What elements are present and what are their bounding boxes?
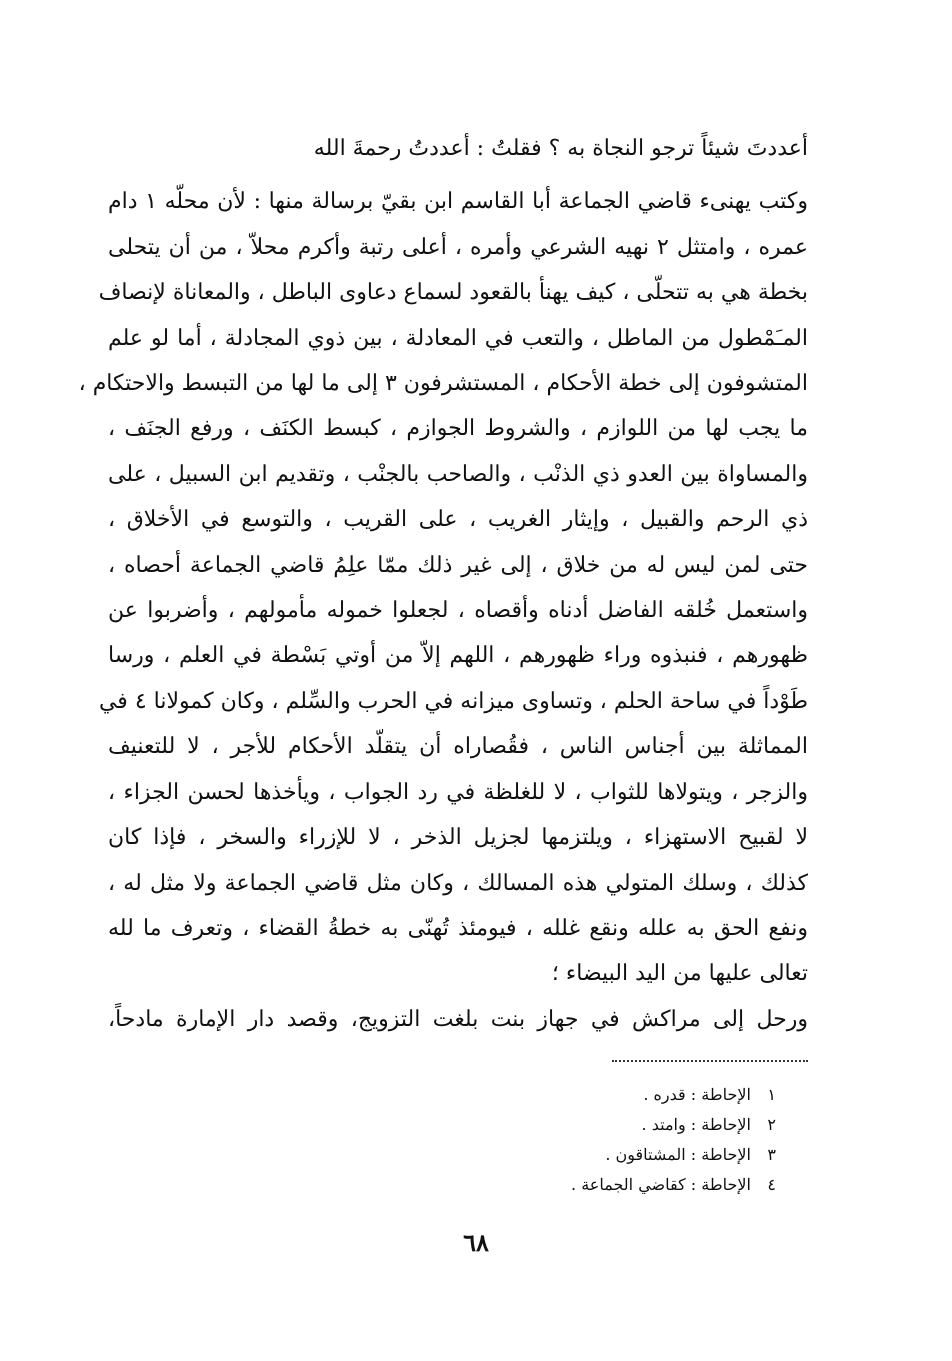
footnote (516, 1140, 776, 1170)
text-line: طَوْداً في ساحة الحلم ، وتساوى ميزانه في الحرب والسِّلم ، وكان كمولانا ٤ في (98, 688, 808, 714)
text-line: وكتب يهنىء قاضي الجماعة أبا القاسم ابن بقيّ برسالة منها : لأن محلّه ١ دام (108, 189, 808, 215)
main-text (78, 126, 808, 1042)
text-line: المماثلة بين أجناس الناس ، فقُصاراه أن يتقلّد الأحكام للأجر ، لا للتعنيف (108, 734, 808, 760)
footnote-text: الإحاطة : قدره . (643, 1085, 751, 1104)
text-line: ظهورهم ، فنبذوه وراء ظهورهم ، اللهم إلاّ من أوتي بَسْطة في العلم ، ورسا (108, 643, 808, 669)
footnote (516, 1080, 776, 1110)
text-line: ونفع الحق به علله ونقع غلله ، فيومئذ تُهنّى به خطةُ القضاء ، وتعرف ما لله (108, 915, 808, 941)
closing-line: ورحل إلى مراكش في جهاز بنت بلغت التزويج، وقصد دار الإمارة مادحاً، (108, 1006, 808, 1032)
text-line: واستعمل خُلقه الفاضل أدناه وأقصاه ، لجعلوا خموله مأمولهم ، وأضربوا عن (108, 598, 808, 624)
footnote-number: ٤ (767, 1175, 776, 1194)
footnote-text: الإحاطة : المشتاقون . (605, 1145, 751, 1164)
text-line: كذلك ، وسلك المتولي هذه المسالك ، وكان مثل قاضي الجماعة ولا مثل له ، (108, 870, 808, 896)
footnote-text: الإحاطة : وامتد . (641, 1115, 751, 1134)
text-line: بخطة هي به تتحلّى ، كيف يهنأ بالقعود لسماع دعاوى الباطل ، والمعاناة لإنصاف (98, 280, 808, 306)
footnote-text: الإحاطة : كقاضي الجماعة . (571, 1175, 751, 1194)
footnote-number: ٣ (767, 1145, 776, 1164)
text-line: المـَمْطول من الماطل ، والتعب في المعادلة ، بين ذوي المجادلة ، أما لو علم (108, 325, 808, 351)
text-line: حتى لمن ليس له من خلاق ، إلى غير ذلك ممّا علِمُ قاضي الجماعة أحصاه ، (108, 552, 808, 578)
footnote-number: ١ (767, 1085, 776, 1104)
text-line: عمره ، وامتثل ٢ نهيه الشرعي وأمره ، أعلى رتبة وأكرم محلاّ ، من أن يتحلى (108, 234, 808, 260)
footnote (516, 1110, 776, 1140)
text-line: تعالى عليها من اليد البيضاء ؛ (551, 961, 808, 987)
footnote-divider (612, 1060, 808, 1062)
text-line: والزجر ، ويتولاها للثواب ، لا للغلظة في رد الجواب ، ويأخذها لحسن الجزاء ، (108, 779, 808, 805)
text-line: والمساواة بين العدو ذي الذنْب ، والصاحب بالجنْب ، وتقديم ابن السبيل ، على (108, 461, 808, 487)
main-paragraph (78, 179, 808, 996)
text-line: ذي الرحم والقبيل ، وإيثار الغريب ، على القريب ، والتوسع في الأخلاق ، (108, 507, 808, 533)
text-line: المتشوفون إلى خطة الأحكام ، المستشرفون ٣ إلى ما لها من التبسط والاحتكام ، (78, 371, 808, 397)
page-number: ٦٨ (463, 1228, 489, 1257)
footnotes (516, 1080, 776, 1200)
text-line: ما يجب لها من اللوازم ، والشروط الجوازم ، كبسط الكنَف ، ورفع الجنَف ، (108, 416, 808, 442)
footnote-number: ٢ (767, 1115, 776, 1134)
footnote (516, 1170, 776, 1200)
opening-line: أعددتَ شيئاً ترجو النجاة به ؟ فقلتُ : أعددتُ رحمةَ الله (313, 136, 808, 161)
text-line: لا لقبيح الاستهزاء ، ويلتزمها لجزيل الذخر ، لا للإزراء والسخر ، فإذا كان (108, 825, 808, 851)
